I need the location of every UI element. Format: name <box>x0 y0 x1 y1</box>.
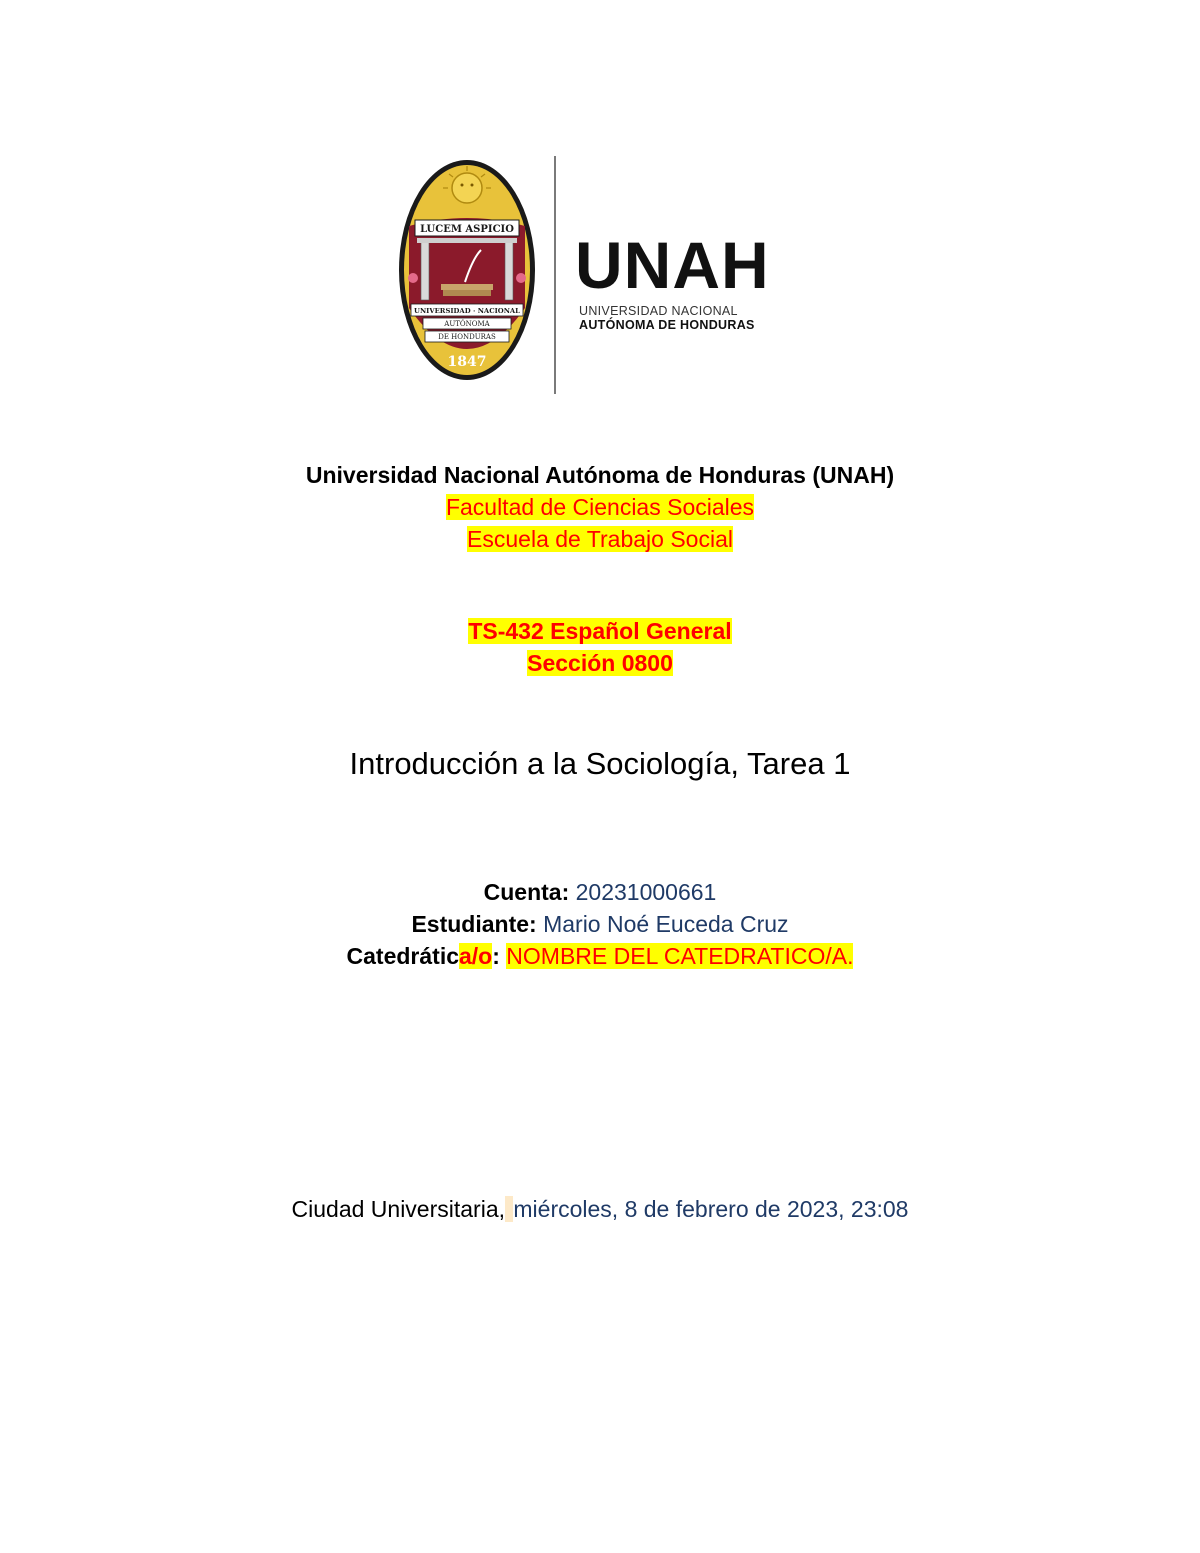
unah-logo <box>392 150 812 400</box>
course-name <box>0 616 1200 646</box>
unah-subtitle-line1: UNIVERSIDAD NACIONAL <box>579 304 738 318</box>
account-value: 20231000661 <box>575 879 717 905</box>
seal-ring-3: DE HONDURAS <box>438 333 496 341</box>
teacher-value: NOMBRE DEL CATEDRATICO/A. <box>506 943 854 969</box>
course-section <box>0 648 1200 678</box>
teacher-label-a: Catedrátic <box>346 943 459 969</box>
student-value: Mario Noé Euceda Cruz <box>543 911 789 937</box>
unah-wordmark: UNAH <box>575 228 770 302</box>
seal-ring-1: UNIVERSIDAD · NACIONAL <box>414 307 520 315</box>
course-section-text: Sección 0800 <box>527 650 673 676</box>
date-text: miércoles, 8 de febrero de 2023, 23:08 <box>513 1196 909 1222</box>
logo-divider <box>554 156 556 394</box>
school-name-text: Escuela de Trabajo Social <box>467 526 733 552</box>
faculty-name <box>0 492 1200 522</box>
seal-motto: LUCEM ASPICIO <box>420 224 514 235</box>
unah-subtitle-line2: AUTÓNOMA DE HONDURAS <box>579 318 755 332</box>
faculty-name-text: Facultad de Ciencias Sociales <box>445 494 755 520</box>
account-line <box>0 876 1200 908</box>
seal-year: 1847 <box>447 354 487 370</box>
student-label: Estudiante: <box>411 911 537 937</box>
school-name <box>0 524 1200 554</box>
seal-ring-2: AUTÓNOMA <box>444 320 490 328</box>
assignment-title: Introducción a la Sociología, Tarea 1 <box>349 746 851 781</box>
unah-seal-icon <box>397 158 537 383</box>
teacher-label-c: : <box>492 943 500 969</box>
university-name-text: Universidad Nacional Autónoma de Honduras (UNAH) <box>305 462 895 488</box>
account-label: Cuenta: <box>483 879 570 905</box>
university-name <box>0 460 1200 490</box>
student-line <box>0 908 1200 940</box>
course-name-text: TS-432 Español General <box>468 618 732 644</box>
place-date-line <box>0 1193 1200 1225</box>
place-text: Ciudad Universitaria, <box>291 1196 505 1222</box>
teacher-line <box>0 940 1200 972</box>
teacher-label-b: a/o <box>459 943 493 969</box>
